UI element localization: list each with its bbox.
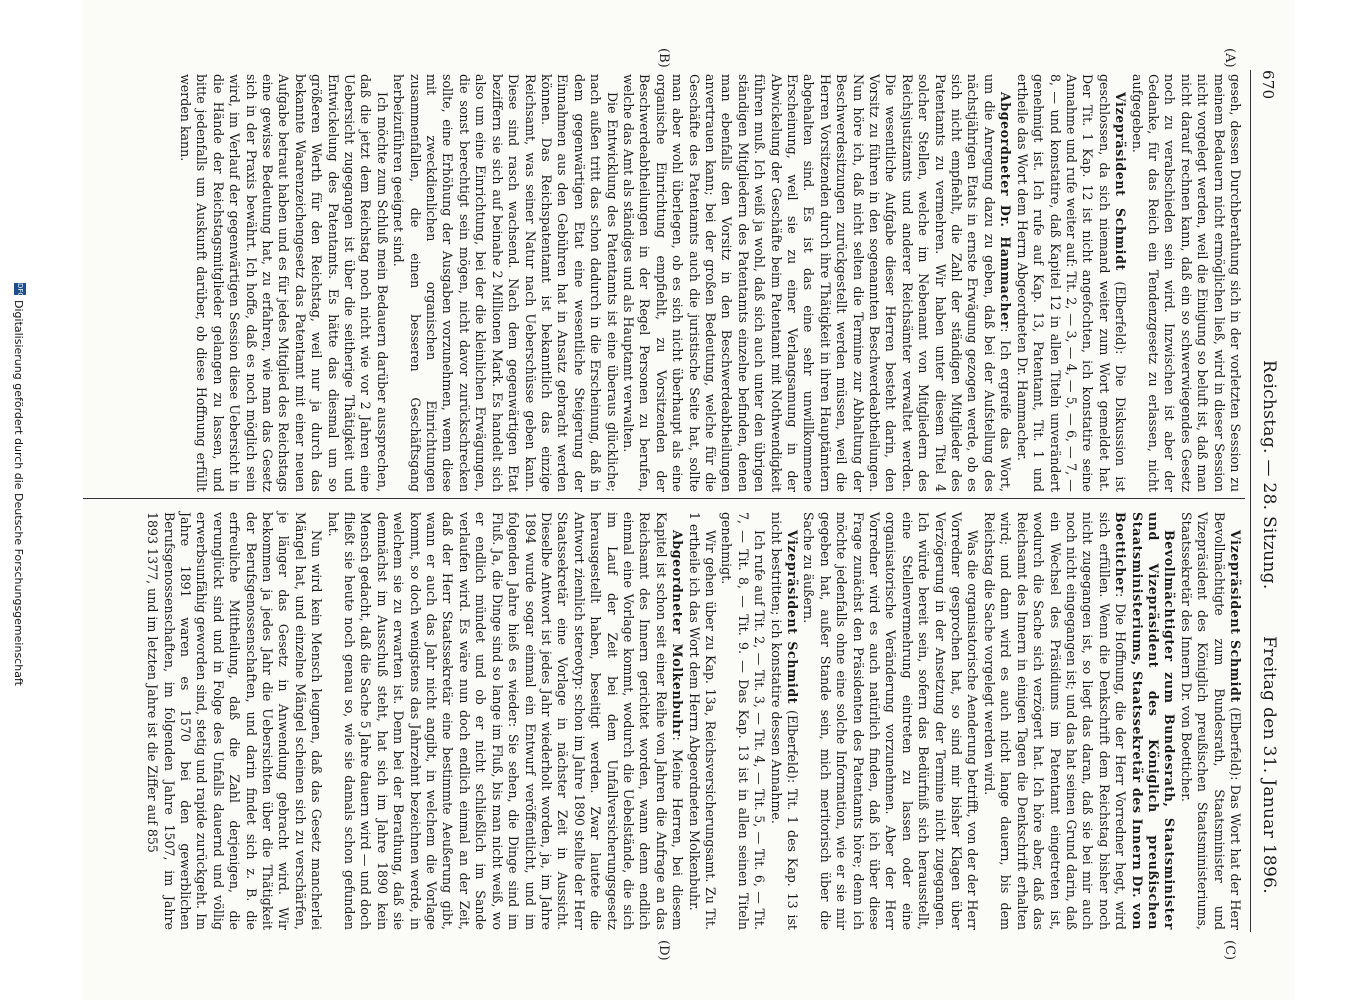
margin-letter-c: (C) bbox=[1222, 940, 1237, 961]
digitization-footer bbox=[0, 0, 83, 1000]
page-header bbox=[1255, 70, 1281, 930]
right-column bbox=[144, 512, 1243, 930]
paragraph: Die Entwicklung des Patentamts ist eine überaus glückliche; nach außen tritt das schon dadurch in die Erscheinung, daß in dem gegenwärtigen Etat eine wesentliche Steigerung der Einnahmen aus den Gebühren hat in Ansatz gebracht werden können. Das Reichspatentamt ist bekanntlich das einzige Reichsamt, was seiner Natur nach Ueberschüsse geben kann. Diese sind rasch wachsend. Nach dem gegenwärtigen Etat beziffern sie sich auf beinahe 2 Millionen Mark. Es handelt sich also um eine Einrichtung, bei der die kleinlichen Erwägungen, die sonst berechtigt sein mögen, nicht davor zurückschrecken sollte, eine Erhöhung der Ausgaben vorzunehmen, wenn diese mit zweckdienlichen organischen Einrichtungen zusammenfallen, die einen besseren Geschäftsgang herbeizuführen geeignet sind. bbox=[391, 74, 620, 492]
margin-letter-a: (A) bbox=[1222, 48, 1237, 68]
speech-text: (Elberfeld): Tit. 1 des Kap. 13 ist nicht bestritten; ich konstatire dessen Annahme. bbox=[768, 512, 801, 930]
paragraph bbox=[981, 512, 1178, 930]
paragraph: Was die organisatorische Aenderung betrifft, von der der Herr Vorredner gesprochen hat, so sind mir bisher Klagen über Verzögerung in der Ansetzung der Termine nicht zugegangen. Ich würde bereit sein, sofern das Bedürfniß sich herausstellt, eine Stellenvermehrung eintreten zu lassen oder eine organisatorische Veränderung vorzunehmen. Aber der Herr Vorredner wird es auch natürlich finden, daß ich über diese Frage zunächst den Präsidenten des Patentamts höre; denn ich möchte jedenfalls ohne eine solche Information, wie er sie mir gegeben hat, außer Stande sein, mich meritorisch über die Sache zu äußern. bbox=[801, 512, 981, 930]
paragraph: Nun wird kein Mensch leugnen, daß das Gesetz mancherlei Mängel hat, und einzelne Mängel scheinen sich zu verschärfen, je länger das Gesetz in Anwendung gebracht wird. Wir bekommen ja jedes Jahr die Uebersichten über die Thätigkeit der Berufsgenossenschaften, und darin findet sich z. B. die erfreuliche Mittheilung, daß die Zahl derjenigen, die verunglückt sind und in Folge des Unfalls dauernd und völlig erwerbsunfähig geworden sind, stetig und rapide zurückgeht. Im Jahre 1891 waren es 1570 bei den gewerblichen Berufsgenossenschaften, im folgenden Jahre 1507, im Jahre 1893 1377, und im letzten Jahre ist die Ziffer auf 855 bbox=[145, 512, 325, 930]
paragraph: Ich rufe auf Tit. 2, — Tit. 3, — Tit. 4, — Tit. 5, — Tit. 6, — Tit. 7, — Tit. 8, — Tit. 9. — Das Kap. 13 ist in allen seinen Titeln genehmigt. bbox=[719, 512, 768, 930]
paragraph bbox=[767, 512, 800, 930]
speech-text: (Elberfeld): Das Wort hat der Herr Bevollmächtigte zum Bundesrath, Staatsminister und Vizepräsident des Königlich preußischen Staatsministeriums, Staatssekretär des Innern Dr. von Boetticher. bbox=[1178, 512, 1243, 931]
speaker-name: Vizepräsident Schmidt bbox=[785, 530, 801, 705]
left-column bbox=[177, 74, 1243, 492]
paragraph: Ich möchte zum Schluß mein Bedauern darüber aussprechen, daß die jetzt dem Reichstag noch nicht wie vor 2 Jahren eine Uebersicht zugegangen ist über die seitherige Thätigkeit und Entwickelung des Patentamts. Es hätte das diesmal um so größeren Werth für den Reichstag, weil nur ja durch das bekannte Waarenzeichengesetz das Patentamt mit einer neuen Aufgabe betraut haben und es für jedes Mitglied des Reichstags eine gewisse Bedeutung hat, zu erfahren, wie man das Gesetz sich in der Praxis bewährt. Ich hoffe, daß es noch möglich sein wird, im Verlauf der gegenwärtigen Session diese Uebersicht in die Hände der Reichstagsmitglieder gelangen zu lassen, und bitte jedenfalls um Auskunft darüber, ob diese Hoffnung erfüllt werden kann. bbox=[178, 74, 390, 492]
digitization-credit: Digitalisierung gefördert durch die Deutsche Forschungsgemeinschaft bbox=[12, 300, 25, 686]
page-number: 670 bbox=[1259, 70, 1277, 100]
speaker-name: Vizepräsident Schmidt bbox=[1228, 530, 1243, 703]
margin-letter-b: (B) bbox=[656, 48, 671, 68]
speaker-name: Vizepräsident Schmidt bbox=[1113, 92, 1129, 271]
paragraph: geseh, dessen Durchberathung sich in der vorletzten Session zu meinem Bedauern nicht ermöglichen ließ, wird in dieser Session nicht vorgelegt werden, weil die Einigung so beluft ist, daß man nicht darauf rechnen kann, daß ein so schwerwiegendes Gesetz noch zu verabschieden sein wird. Inzwischen ist aber der Gedanke, für das Reich ein Tendenzgesetz zu erlassen, nicht aufgegeben. bbox=[1129, 74, 1243, 492]
running-title: Reichstag. — 28. Sitzung. bbox=[1259, 360, 1279, 590]
column-divider bbox=[75, 498, 1245, 499]
paragraph bbox=[620, 74, 1014, 492]
speech-text: (Elberfeld): Die Diskussion ist geschlossen, da sich niemand weiter zum Wort gemeldet hat. Der Tit. 1 Kap. 12 ist nicht angefochten, ich konstatire seine Annahme und rufe weiter auf: Tit. 2, — 3, — 4, — 5, — 6, — 7, — 8, — und konstatire, daß Kapitel 12 in allen Titeln unverändert genehmigt ist. Ich rufe auf Kap. 13, Patentamt, Tit. 1 und ertheile das Wort dem Herrn Abgeordneten Dr. Hammacher. bbox=[1014, 74, 1129, 492]
margin-letter-d: (D) bbox=[656, 940, 671, 961]
speech-text: : Die Hoffnung, die der Herr Vorredner hegt, wird sich erfüllen. Wenn die Denkschrift dem Reichstag bisher noch nicht zugegangen ist, so liegt das daran, daß sie bei mir auch noch nicht eingegangen ist; und das hat seinen Grund darin, daß ein Wechsel des Präsidiums im Patentamt eingetreten ist, wodurch die Sache sich verzögert hat. Ich höre aber, daß das Reichsamt des Innern in einigen Tagen die Denkschrift erhalten wird; und dann wird es auch nicht lange dauern, bis dem Reichstag die Sache vorgelegt werden wird. bbox=[981, 512, 1129, 930]
speaker-name: Bevollmächtigter zum Bundesrath, Staatsminister und Vizepräsident des Königlich preußischen Staatsministeriums, Staatssekretär des Innern Dr. von Boetticher bbox=[1113, 512, 1178, 930]
speaker-name: Abgeordneter Dr. Hammacher bbox=[998, 92, 1014, 329]
speaker-name: Abgeordneter Molkenbuhr bbox=[670, 530, 686, 737]
speech-text: : Ich ergreife das Wort, um die Anregung dazu zu geben, daß bei der Aufstellung des nächstjährigen Etats in ernste Erwägung gezogen werde, ob es sich nicht empfiehlt, die Zahl der ständigen Mitglieder des Patentamts zu vermehren. Wir haben unter diesem Titel 4 solcher Stellen, welche im Nebenamt von Mitgliedern des Reichsjustizamts und anderer Reichsämter verwaltet werden. Die wesentliche Aufgabe dieser Herren besteht darin, den Vorsitz zu führen in den sogenannten Beschwerdeabtheilungen. Nun höre ich, daß nicht selten die Termine zur Abhaltung der Beschwerdesitzungen zurückgestellt werden müssen, weil die Herren Vorsitzenden durch ihre Thätigkeit in ihren Hauptämtern abgehalten sind. Es ist das eine sehr unwillkommene Erscheinung, weil sie zu einer Verlangsamung in der Abwickelung der Geschäfte beim Patentamt mit Nothwendigkeit führen muß. Ich weiß ja wohl, daß sich auch unter den übrigen ständigen Mitgliedern des Patentamts einzelne befinden, denen man ebenfalls den Vorsitz in den Beschwerdeabtheilungen anvertrauen kann; bei der großen Bedeutung, welche für die Geschäfte des Patentamts auch die juristische Seite hat, sollte man aber wohl überlegen, ob es sich nicht überhaupt als eine organische Einrichtung empfiehlt, zu Vorsitzenden der Beschwerdeabtheilungen in der Regel Personen zu berufen, welche das Amt als ständiges und als Hauptamt verwalten. bbox=[620, 74, 1014, 492]
paragraph: Wir gehen über zu Kap. 13a, Reichsversicherungsamt. Zu Tit. 1 ertheile ich das Wort dem Herrn Abgeordneten Molkenbuhr. bbox=[686, 512, 718, 930]
sitting-date: Freitag den 31. Januar 1896. bbox=[1259, 636, 1279, 894]
header-rule bbox=[1250, 70, 1251, 932]
paragraph bbox=[1177, 512, 1243, 930]
speech-text: : Meine Herren, bei diesem Kapitel ist schon seit einer Reihe von Jahren die Anfrage an das Reichsamt des Innern gerichtet worden, wann denn endlich einmal eine Vorlage kommt, wodurch die Uebelstände, die sich im Lauf der Zeit bei dem Unfallversicherungsgesetz herausgestellt haben, beseitigt werden. Zwar lautete die Antwort ziemlich stereotyp: schon im Jahre 1890 stellte der Herr Staatssekretär eine Vorlage in nächster Zeit in Aussicht. Dieselbe Antwort ist jedes Jahr wiederholt worden, ja, im Jahre 1894 wurde sogar einmal ein Entwurf veröffentlicht, und im folgenden Jahre hieß es wieder: Sie sehen, die Dinge sind im Fluß. Ja, die Dinge sind so lange im Fluß, bis man nicht weiß, wo er endlich mündet und ob er nicht schließlich im Sande verlaufen wird. Es wäre nun doch endlich einmal an der Zeit, daß der Herr Staatssekretär eine bestimmte Aeußerung gibt, wann er auch das Jahr nicht angibt, in welchem die Vorlage kommt, so doch wenigstens das Jahrzehnt bezeichnen werde, in welchem sie zu erwarten ist. Denn bei der Berathung, daß sie demnächst im Ausschuß steht, hat sich im Jahre 1890 kein Mensch gedacht, daß die Sache 5 Jahre dauern wird — und doch fließt sie heute noch genau so, wie sie damals schon gefunden hat. bbox=[325, 512, 686, 931]
paragraph bbox=[1013, 74, 1128, 492]
paragraph bbox=[324, 512, 685, 930]
dfg-logo: DFG bbox=[16, 283, 24, 298]
